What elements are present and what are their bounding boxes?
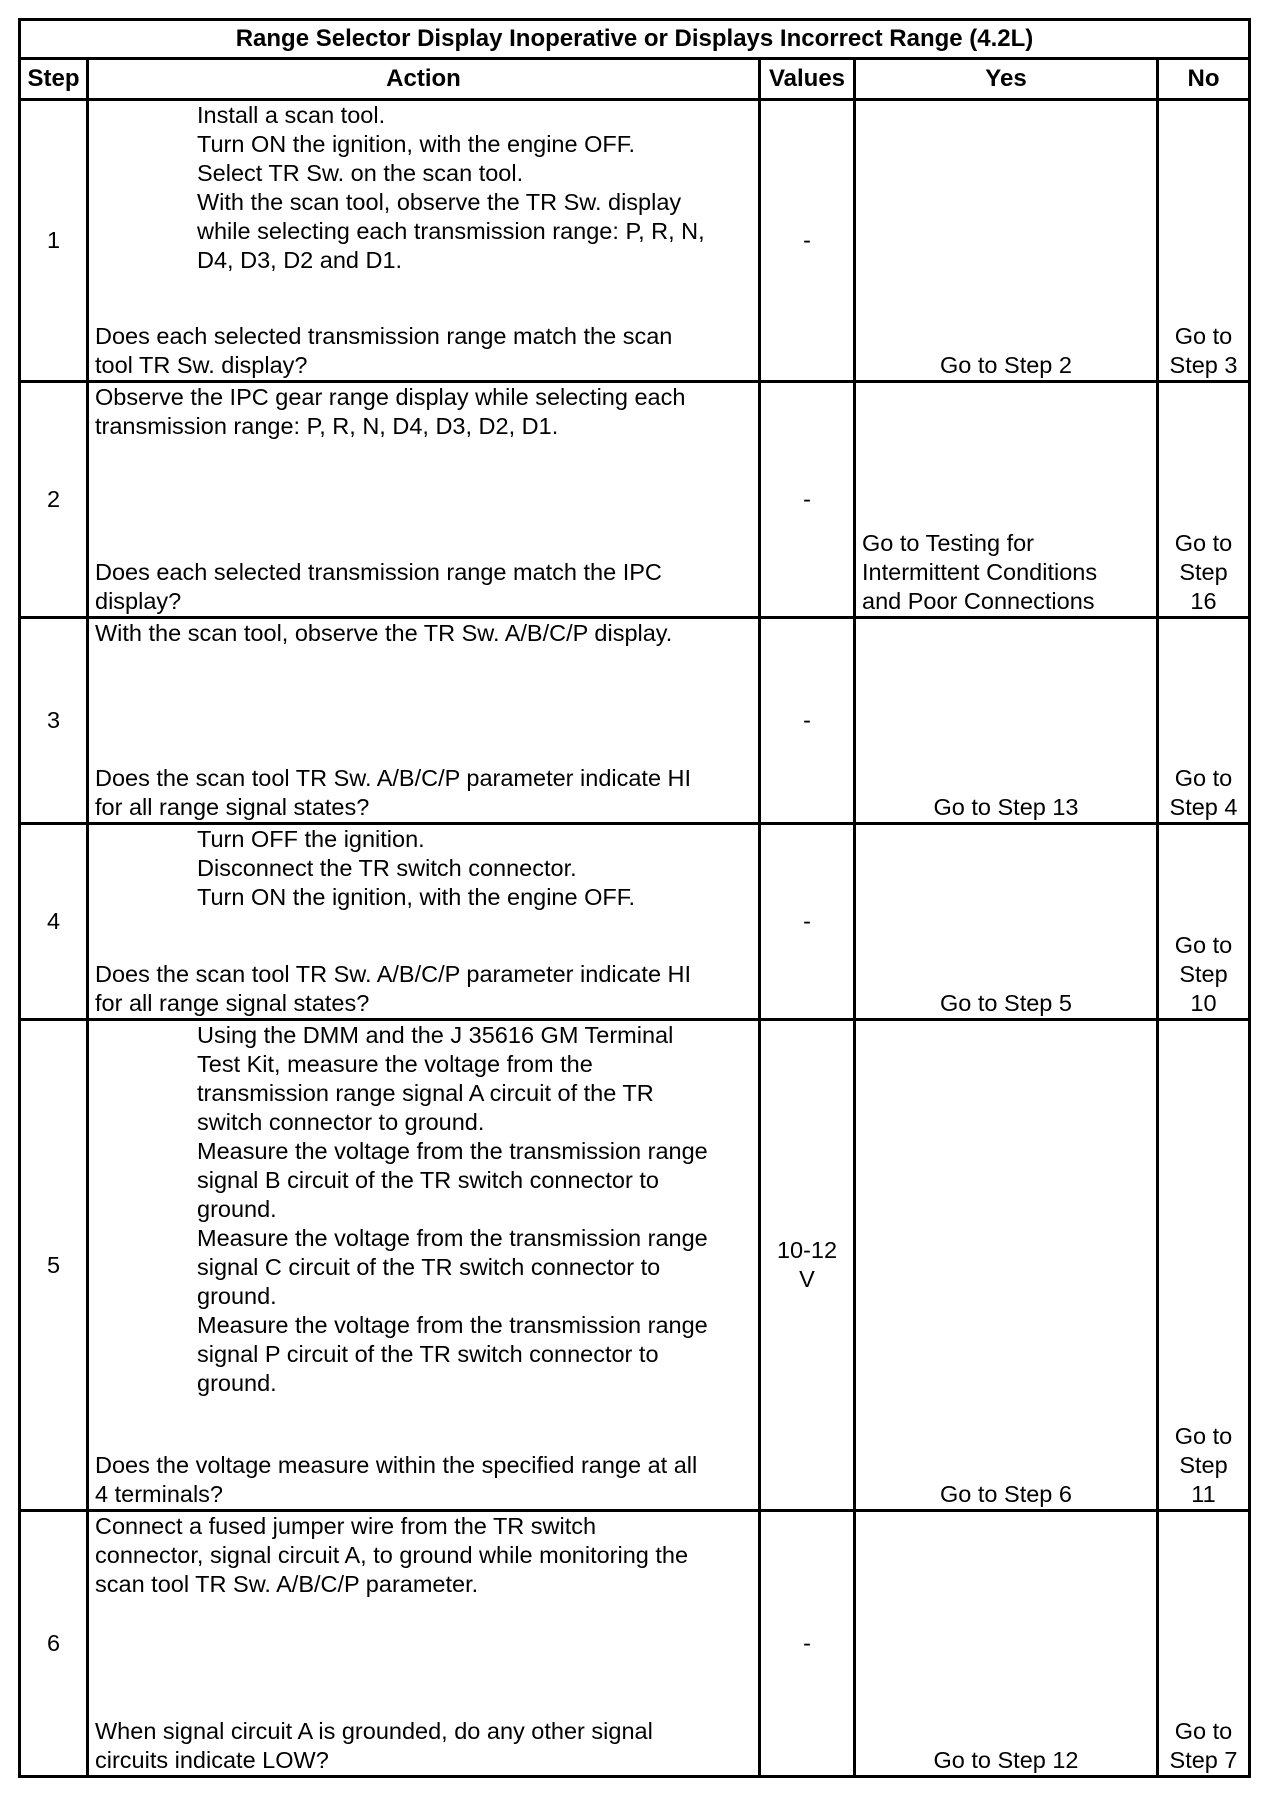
no-line: Go to xyxy=(1174,1718,1233,1744)
value-line: - xyxy=(803,707,811,733)
no-line: Go to xyxy=(1174,1423,1233,1449)
diagnostic-document xyxy=(18,18,1251,1778)
action-cell xyxy=(88,824,760,1020)
value-line: - xyxy=(803,227,811,253)
no-cell xyxy=(1158,618,1250,824)
yes-cell xyxy=(855,618,1158,824)
no-line: Go to xyxy=(1174,932,1233,958)
diagnostic-table xyxy=(18,18,1251,1778)
table-row xyxy=(20,824,1250,1020)
values-cell xyxy=(760,1020,855,1511)
no-line: Step xyxy=(1179,961,1228,987)
no-line: Step 3 xyxy=(1169,352,1238,378)
value-line: - xyxy=(803,486,811,512)
no-cell xyxy=(1158,824,1250,1020)
question-line: When signal circuit A is grounded, do any other signal xyxy=(95,1718,653,1744)
no-cell xyxy=(1158,1511,1250,1777)
instruction-line: Connect a fused jumper wire from the TR switch xyxy=(95,1513,597,1539)
values-cell xyxy=(760,824,855,1020)
yes-cell xyxy=(855,824,1158,1020)
yes-line: Go to Testing for xyxy=(862,530,1034,556)
step-number: 1 xyxy=(20,100,88,382)
question-line: Does each selected transmission range match the IPC xyxy=(95,559,662,585)
action-content xyxy=(95,825,752,1018)
no-line: Go to xyxy=(1174,530,1233,556)
instruction-line: connector, signal circuit A, to ground while monitoring the xyxy=(95,1542,689,1568)
no-line: Step 7 xyxy=(1169,1747,1238,1773)
instruction-line: Turn ON the ignition, with the engine OFF. xyxy=(197,884,636,910)
action-cell xyxy=(88,382,760,618)
action-question xyxy=(95,1451,752,1509)
header-yes: Yes xyxy=(855,59,1158,100)
instruction-line: scan tool TR Sw. A/B/C/P parameter. xyxy=(95,1571,479,1597)
action-content xyxy=(95,619,752,822)
question-line: display? xyxy=(95,588,182,614)
table-row xyxy=(20,618,1250,824)
no-line: Step xyxy=(1179,559,1228,585)
action-question xyxy=(95,960,752,1018)
table-row xyxy=(20,1020,1250,1511)
question-line: Does each selected transmission range match the scan xyxy=(95,323,673,349)
no-line: 16 xyxy=(1190,588,1217,614)
no-cell xyxy=(1158,1020,1250,1511)
question-line: circuits indicate LOW? xyxy=(95,1747,329,1773)
yes-cell xyxy=(855,1020,1158,1511)
yes-cell xyxy=(855,382,1158,618)
yes-line: Go to Step 2 xyxy=(940,352,1072,378)
action-instructions xyxy=(95,383,752,441)
yes-line: Go to Step 12 xyxy=(933,1747,1079,1773)
action-instructions xyxy=(95,619,752,648)
no-line: 10 xyxy=(1190,990,1217,1016)
value-line: 10-12 xyxy=(776,1237,838,1263)
instruction-line: ground. xyxy=(197,1196,277,1222)
value-line: - xyxy=(803,1630,811,1656)
yes-line: Go to Step 5 xyxy=(940,990,1072,1016)
instruction-line: transmission range signal A circuit of the TR xyxy=(197,1080,654,1106)
table-row xyxy=(20,1511,1250,1777)
yes-cell xyxy=(855,1511,1158,1777)
step-number: 5 xyxy=(20,1020,88,1511)
instruction-line: transmission range: P, R, N, D4, D3, D2, D1. xyxy=(95,413,559,439)
action-content xyxy=(95,101,752,380)
header-row xyxy=(20,59,1250,100)
instruction-line: Observe the IPC gear range display while selecting each xyxy=(95,384,686,410)
table-title: Range Selector Display Inoperative or Displays Incorrect Range (4.2L) xyxy=(20,20,1250,59)
no-cell xyxy=(1158,382,1250,618)
question-line: Does the scan tool TR Sw. A/B/C/P parameter indicate HI xyxy=(95,961,692,987)
table-row xyxy=(20,100,1250,382)
instruction-line: Using the DMM and the J 35616 GM Terminal xyxy=(197,1022,674,1048)
action-instructions xyxy=(95,825,752,912)
instruction-line: ground. xyxy=(197,1283,277,1309)
instruction-line: With the scan tool, observe the TR Sw. display xyxy=(197,189,682,215)
question-line: for all range signal states? xyxy=(95,794,370,820)
instruction-line: Select TR Sw. on the scan tool. xyxy=(197,160,524,186)
instruction-line: Measure the voltage from the transmission range xyxy=(197,1138,708,1164)
instruction-line: signal B circuit of the TR switch connector to xyxy=(197,1167,659,1193)
instruction-line: Disconnect the TR switch connector. xyxy=(197,855,577,881)
instruction-line: while selecting each transmission range: P, R, N, xyxy=(197,218,705,244)
action-question xyxy=(95,322,752,380)
no-line: Step 4 xyxy=(1169,794,1238,820)
yes-line: Go to Step 6 xyxy=(940,1481,1072,1507)
instruction-line: switch connector to ground. xyxy=(197,1109,485,1135)
action-content xyxy=(95,1512,752,1775)
question-line: Does the voltage measure within the specified range at all xyxy=(95,1452,698,1478)
step-number: 6 xyxy=(20,1511,88,1777)
action-question xyxy=(95,1717,752,1775)
no-line: Go to xyxy=(1174,323,1233,349)
header-values: Values xyxy=(760,59,855,100)
value-line: V xyxy=(799,1266,815,1292)
table-row xyxy=(20,382,1250,618)
action-content xyxy=(95,383,752,616)
action-question xyxy=(95,558,752,616)
no-line: Step xyxy=(1179,1452,1228,1478)
values-cell xyxy=(760,100,855,382)
values-cell xyxy=(760,382,855,618)
question-line: for all range signal states? xyxy=(95,990,370,1016)
instruction-line: Install a scan tool. xyxy=(197,102,386,128)
no-cell xyxy=(1158,100,1250,382)
action-instructions xyxy=(95,101,752,275)
instruction-line: ground. xyxy=(197,1370,277,1396)
instruction-line: With the scan tool, observe the TR Sw. A/B/C/P display. xyxy=(95,620,673,646)
no-line: Go to xyxy=(1174,765,1233,791)
header-no: No xyxy=(1158,59,1250,100)
action-content xyxy=(95,1021,752,1509)
action-cell xyxy=(88,618,760,824)
action-instructions xyxy=(95,1021,752,1398)
header-step: Step xyxy=(20,59,88,100)
instruction-line: Measure the voltage from the transmission range xyxy=(197,1312,708,1338)
instruction-line: Turn ON the ignition, with the engine OFF. xyxy=(197,131,636,157)
instruction-line: Measure the voltage from the transmission range xyxy=(197,1225,708,1251)
no-line: 11 xyxy=(1191,1481,1216,1507)
question-line: tool TR Sw. display? xyxy=(95,352,308,378)
action-question xyxy=(95,764,752,822)
step-number: 4 xyxy=(20,824,88,1020)
instruction-line: D4, D3, D2 and D1. xyxy=(197,247,403,273)
action-cell xyxy=(88,100,760,382)
instruction-line: Test Kit, measure the voltage from the xyxy=(197,1051,593,1077)
action-cell xyxy=(88,1511,760,1777)
question-line: 4 terminals? xyxy=(95,1481,223,1507)
yes-line: Intermittent Conditions xyxy=(862,559,1098,585)
value-line: - xyxy=(803,908,811,934)
values-cell xyxy=(760,618,855,824)
instruction-line: Turn OFF the ignition. xyxy=(197,826,425,852)
values-cell xyxy=(760,1511,855,1777)
action-cell xyxy=(88,1020,760,1511)
instruction-line: signal P circuit of the TR switch connector to xyxy=(197,1341,659,1367)
instruction-line: signal C circuit of the TR switch connector to xyxy=(197,1254,661,1280)
yes-line: Go to Step 13 xyxy=(933,794,1079,820)
yes-line: and Poor Connections xyxy=(862,588,1095,614)
question-line: Does the scan tool TR Sw. A/B/C/P parameter indicate HI xyxy=(95,765,692,791)
action-instructions xyxy=(95,1512,752,1599)
yes-cell xyxy=(855,100,1158,382)
step-number: 3 xyxy=(20,618,88,824)
header-action: Action xyxy=(88,59,760,100)
step-number: 2 xyxy=(20,382,88,618)
